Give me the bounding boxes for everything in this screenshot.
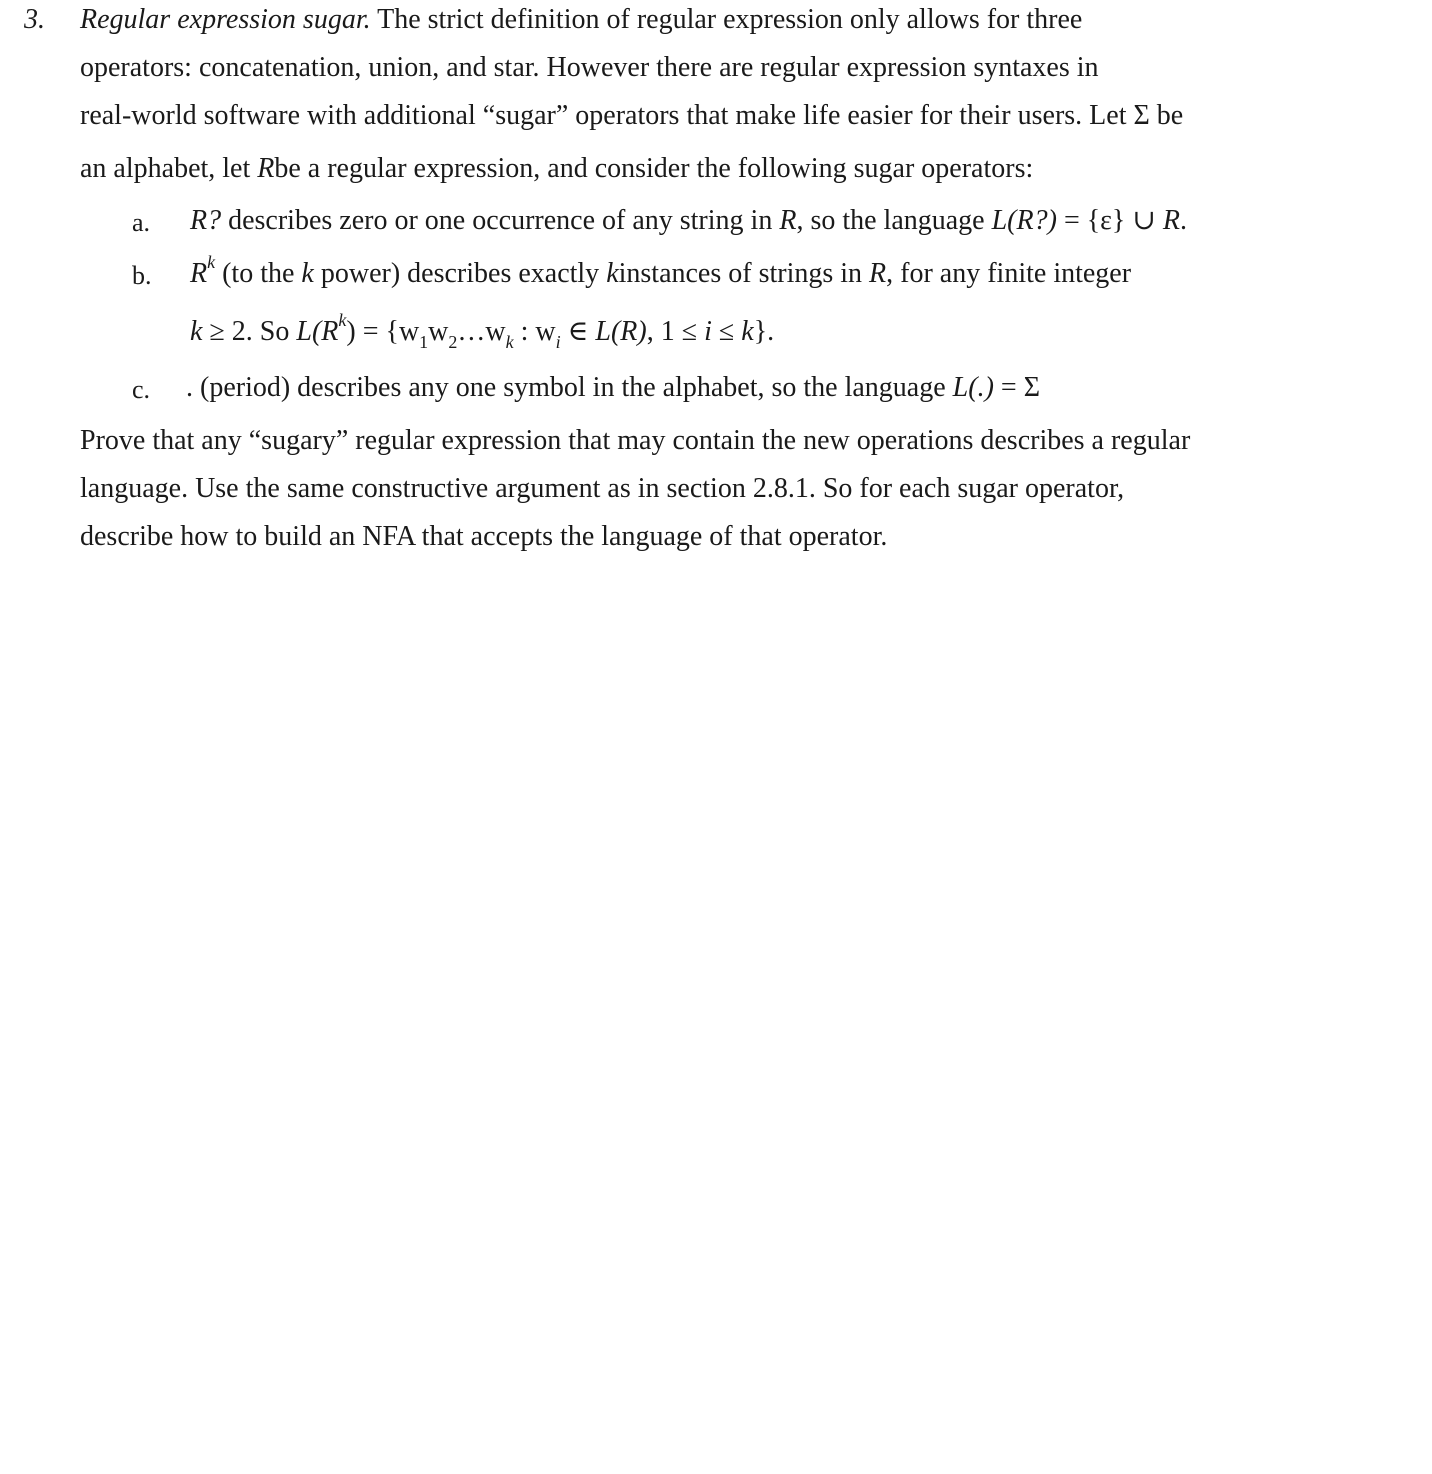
item-b-line2-exp: k <box>338 310 347 330</box>
intro-text-3b: be <box>1149 100 1184 131</box>
item-b-wcolon: : w <box>513 316 556 347</box>
item-b-text2: power) describes exactly <box>313 258 607 289</box>
conclusion-text-2: language. Use the same constructive argument as in section 2.8.1. So for each sugar operator, <box>80 473 1125 504</box>
intro-line-3 <box>80 99 1183 133</box>
conclusion-text-3: describe how to build an NFA that accepts the language of that operator. <box>80 521 888 552</box>
item-b-w2: 2 <box>448 332 458 352</box>
item-b-LR: L(R) <box>595 316 647 347</box>
item-b-line2-a: ≥ 2. So <box>202 316 297 347</box>
intro-text-2: operators: concatenation, union, and star. However there are regular expression syntaxes in <box>80 52 1099 83</box>
item-a-period: . <box>1179 205 1187 236</box>
intro-text-3a: real-world software with additional “sugar” operators that make life easier for their users. Let <box>80 100 1134 131</box>
item-b-line-2 <box>190 310 775 352</box>
sigma-symbol: Σ <box>1133 100 1150 131</box>
item-c-text: . (period) describes any one symbol in the alphabet, so the language <box>186 372 953 403</box>
intro-text-4b: be a regular expression, and consider the following sugar operators: <box>274 153 1034 184</box>
item-b-range-a: , 1 ≤ <box>646 316 705 347</box>
item-c-marker: c. <box>132 375 151 404</box>
intro-text-1: The strict definition of regular expression only allows for three <box>370 4 1083 35</box>
item-c-eq: = Σ <box>993 372 1040 403</box>
problem-number: 3. <box>24 4 45 35</box>
item-b-k2: k <box>606 258 619 289</box>
item-b-base: R <box>190 258 208 289</box>
item-b-wmid: w <box>428 316 449 347</box>
item-b-close: }. <box>753 316 775 347</box>
item-a-R: R <box>779 205 797 236</box>
item-b-range-b: ≤ <box>711 316 742 347</box>
conclusion-line-2 <box>80 472 1124 506</box>
item-b-text3: instances of strings in <box>618 258 870 289</box>
item-b-line-1 <box>190 252 1132 291</box>
item-a-formula-rhs: = {ε} ∪ <box>1056 205 1163 236</box>
item-a-formula-end: R <box>1162 205 1180 236</box>
intro-text-4a: an alphabet, let <box>80 153 258 184</box>
item-a-formula-lhs: L(R?) <box>991 205 1057 236</box>
conclusion-line-3 <box>80 520 887 554</box>
item-b-text: (to the <box>215 258 302 289</box>
item-b-k: k <box>301 258 314 289</box>
item-a-marker: a. <box>132 208 151 237</box>
item-b-wdots: …w <box>457 316 506 347</box>
item-b-line2-k: k <box>190 316 203 347</box>
regex-R: R <box>257 153 275 184</box>
item-b-wi: i <box>555 332 561 352</box>
item-a-text2: , so the language <box>796 205 992 236</box>
conclusion-text-1: Prove that any “sugary” regular expression that may contain the new operations describes a regular <box>80 425 1191 456</box>
item-b-line2-L: L(R <box>296 316 339 347</box>
problem-title: Regular expression sugar. <box>80 4 371 35</box>
item-b-line2-b: ) = {w <box>346 316 420 347</box>
intro-line-2 <box>80 51 1099 85</box>
item-b-R: R <box>869 258 887 289</box>
item-b-marker: b. <box>132 261 152 290</box>
item-a <box>190 204 1187 238</box>
item-b-wk: k <box>505 332 514 352</box>
item-b-win: ∈ <box>560 316 596 347</box>
conclusion-line-1 <box>80 424 1190 458</box>
item-b-w1: 1 <box>419 332 429 352</box>
item-a-expr: R? <box>190 205 222 236</box>
item-b-text4: , for any finite integer <box>886 258 1132 289</box>
item-b-kk: k <box>741 316 754 347</box>
item-c-L: L(.) <box>952 372 994 403</box>
intro-line-4 <box>80 152 1033 186</box>
item-b-exp: k <box>207 252 216 272</box>
intro-line-1 <box>80 3 1082 37</box>
item-b-i: i <box>704 316 712 347</box>
item-a-text: describes zero or one occurrence of any string in <box>221 205 780 236</box>
item-c <box>186 371 1040 405</box>
